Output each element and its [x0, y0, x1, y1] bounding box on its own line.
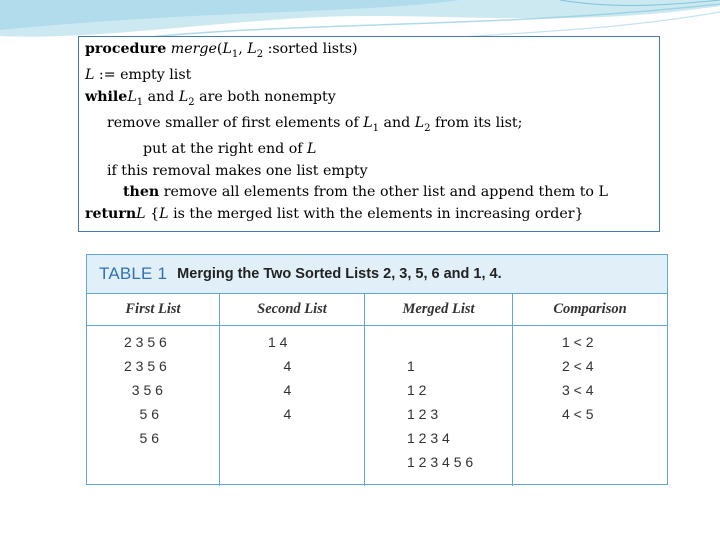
table-cell: 4 < 5 — [562, 406, 594, 422]
table-cell: 4 — [268, 382, 292, 398]
pseudocode-box — [78, 36, 660, 232]
code-line-append: put at the right end of L — [143, 141, 317, 158]
merge-table — [86, 254, 668, 485]
table-cell — [513, 450, 667, 474]
code-line-remove: remove smaller of first elements of $L_1$ and $L_2$ from its list; — [107, 115, 523, 134]
column-second-list — [220, 326, 365, 486]
table-cell: 2 3 5 6 — [124, 334, 167, 350]
code-line-return: returnL {L is the merged list with the elements in increasing order} — [85, 205, 584, 222]
table-cell: 3 5 6 — [124, 382, 163, 398]
code-line-while: whileL$_1$ and $L_2$ are both nonempty — [85, 88, 336, 108]
table-cell: 1 < 2 — [562, 334, 594, 350]
table-cell — [220, 426, 364, 450]
table-cell: 1 2 3 4 — [407, 430, 450, 446]
table-cell: 4 — [268, 358, 292, 374]
table-header-row — [87, 294, 667, 326]
table-cell: 5 6 — [124, 406, 160, 422]
table-label: TABLE 1 — [99, 264, 168, 283]
table-caption — [87, 255, 667, 294]
table-cell — [365, 330, 512, 354]
table-cell: 5 6 — [124, 430, 160, 446]
table-cell: 1 4 — [268, 334, 288, 350]
code-line-init: L := empty list — [85, 67, 192, 84]
header-second-list: Second List — [220, 294, 365, 325]
column-first-list — [87, 326, 220, 486]
table-cell: 4 — [268, 406, 292, 422]
table-cell: 2 < 4 — [562, 358, 594, 374]
code-line-then: then remove all elements from the other list and append them to L — [123, 184, 608, 201]
table-cell — [220, 450, 364, 474]
header-merged-list: Merged List — [365, 294, 513, 325]
table-cell: 3 < 4 — [562, 382, 594, 398]
code-line-procedure: procedure $merge(L_1$, $L_2$ :sorted lists) — [85, 41, 358, 60]
header-comparison: Comparison — [553, 301, 627, 317]
table-cell — [513, 426, 667, 450]
table-cell: 1 — [407, 358, 415, 374]
code-line-if: if this removal makes one list empty — [107, 162, 368, 179]
table-body — [87, 326, 667, 486]
table-cell — [87, 450, 219, 474]
table-title: Merging the Two Sorted Lists 2, 3, 5, 6 and 1, 4. — [177, 266, 502, 282]
column-merged-list — [365, 326, 513, 486]
column-comparison — [513, 326, 667, 486]
table-cell: 1 2 3 4 5 6 — [407, 454, 474, 470]
table-cell: 2 3 5 6 — [124, 358, 167, 374]
header-first-list: First List — [87, 294, 220, 325]
table-cell: 1 2 3 — [407, 406, 439, 422]
table-cell: 1 2 — [407, 382, 427, 398]
